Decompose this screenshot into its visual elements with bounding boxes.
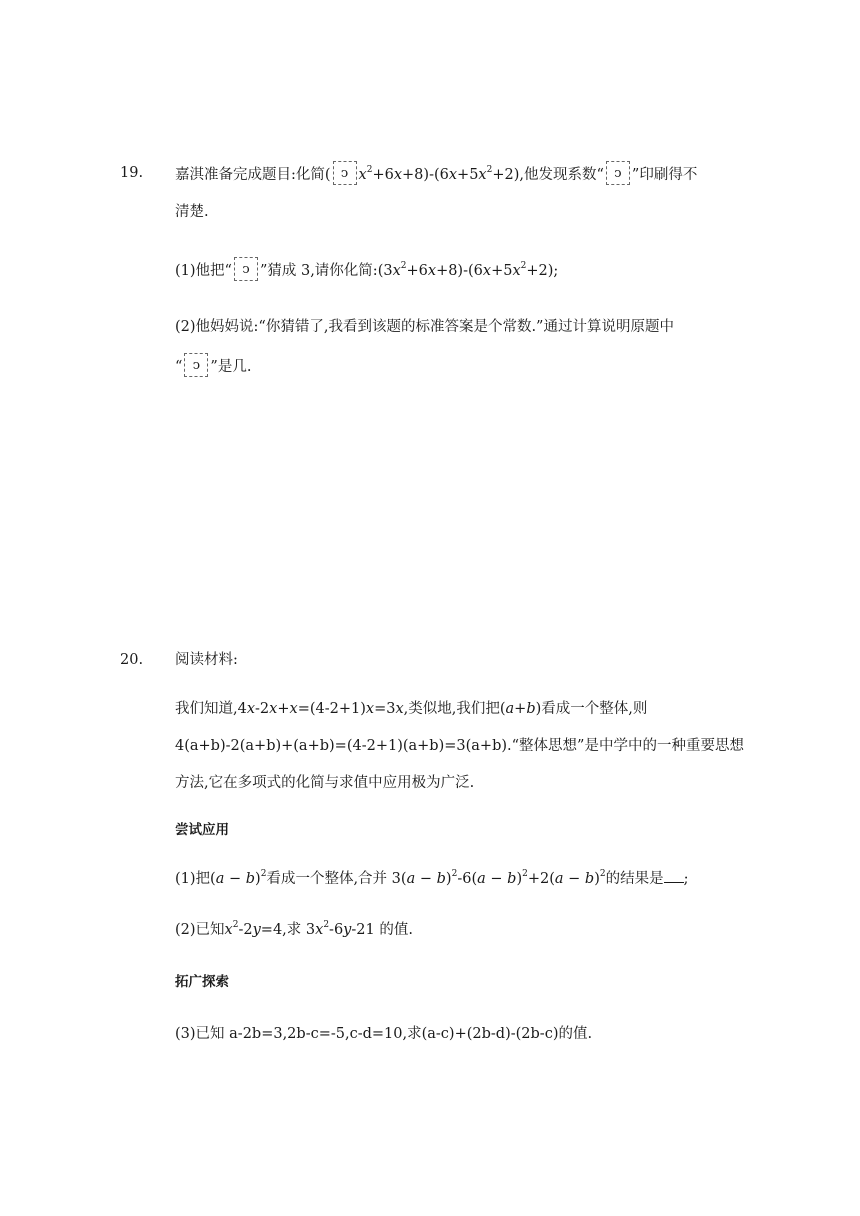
text: “ — [175, 359, 183, 375]
text: (1)他把“ — [175, 263, 232, 279]
text: ”是几. — [210, 359, 252, 375]
smudged-coefficient-box: ↄ — [234, 257, 258, 281]
text: =3 — [374, 701, 396, 717]
text: -21 的值. — [351, 922, 413, 938]
smudged-coefficient-box: ↄ — [606, 161, 630, 185]
text: -6 — [329, 922, 344, 938]
text: ,类似地,我们把( — [403, 701, 506, 717]
text: +8)-(6 — [436, 263, 483, 279]
q20-intro: 阅读材料: — [175, 652, 238, 668]
text: + — [277, 701, 290, 717]
q19-part2-line2 — [175, 355, 251, 379]
text: 我们知道,4 — [175, 701, 247, 717]
smudged-coefficient-box: ↄ — [184, 353, 208, 377]
text: =(4-2+1) — [297, 701, 366, 717]
q19-part2-line1: (2)他妈妈说:“你猜错了,我看到该题的标准答案是个常数.”通过计算说明原题中 — [175, 319, 674, 335]
q20-material-line3: 方法,它在多项式的化简与求值中应用极为广泛. — [175, 775, 475, 791]
text: -6 — [457, 871, 472, 887]
q19-line1: 嘉淇准备完成题目:化简( ↄ $x^2+6x+8)-(6x+5x^2+2)$,他发现系数“ ↄ ”印刷得不 — [175, 163, 697, 187]
text: 嘉淇准备完成题目:化简( — [175, 167, 331, 183]
q20-material-line1: 我们知道,4x-2x+x=(4-2+1)x=3x,类似地,我们把(a+b)看成一个整体,则 — [175, 701, 648, 717]
question-number: 20. — [120, 652, 144, 668]
text: + — [514, 701, 527, 717]
question-number: 19. — [120, 165, 144, 181]
q19-part1: (1)他把“ ↄ ”猜成 3,请你化简$:(3x^2+6x+8)-(6x+5x^2+2)$; — [175, 259, 558, 283]
q20-part3: (3)已知 a-2b=3,2b-c=-5,c-d=10,求(a-c)+(2b-d)-(2b-c)的值. — [175, 1026, 593, 1042]
q20-part1: (1)把$(a - b)^2$看成一个整体,合并 $3(a - b)^2-6(a - b)^2+2(a - b)^2$的结果是 ; — [175, 869, 689, 887]
text: ”猜成 3,请你化简:(3 — [259, 263, 393, 279]
section-heading-try: 尝试应用 — [175, 822, 229, 838]
text: 看成一个整体,合并 3 — [266, 871, 401, 887]
text: +2 — [527, 871, 550, 887]
text: +5 — [457, 167, 479, 183]
text: ; — [683, 871, 689, 887]
text: 的结果是 — [605, 871, 664, 887]
q19-line2: 清楚. — [175, 204, 209, 220]
text: +5 — [491, 263, 513, 279]
text: (1)把 — [175, 871, 211, 887]
text: =4,求 3 — [260, 922, 316, 938]
text: )看成一个整体,则 — [535, 701, 648, 717]
text: +6 — [372, 167, 394, 183]
text: +2); — [526, 263, 559, 279]
text: +6 — [406, 263, 428, 279]
q20-material-line2: 4(a+b)-2(a+b)+(a+b)=(4-2+1)(a+b)=3(a+b).“整体思想”是中学中的一种重要思想 — [175, 738, 744, 754]
q20-part2: (2)已知$x^2-2y=4$,求 $3x^2-6y-21$ 的值. — [175, 920, 413, 938]
section-heading-explore: 拓广探索 — [175, 974, 229, 990]
text: ”印刷得不 — [631, 167, 698, 183]
text: -2 — [238, 922, 253, 938]
smudged-coefficient-box: ↄ — [333, 161, 357, 185]
text: +8)-(6 — [402, 167, 449, 183]
text: -2 — [255, 701, 270, 717]
text: (2)已知 — [175, 922, 225, 938]
text: +2),他发现系数“ — [492, 167, 604, 183]
answer-blank[interactable] — [664, 868, 684, 883]
